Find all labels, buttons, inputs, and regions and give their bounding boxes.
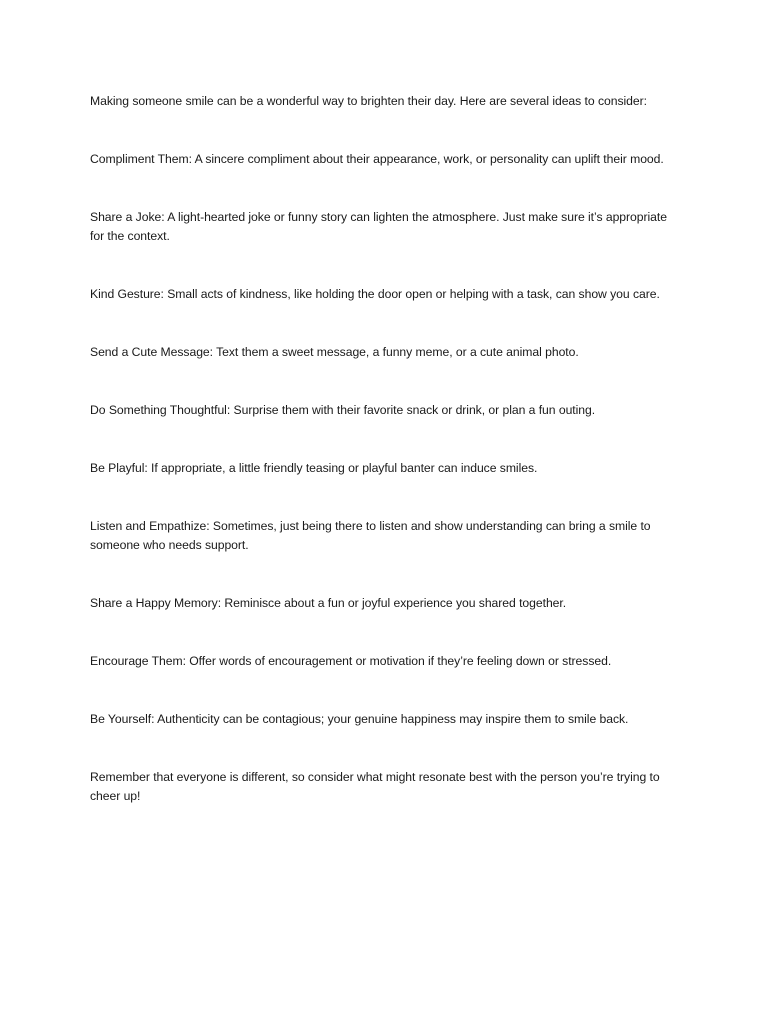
tip-kind-gesture: Kind Gesture: Small acts of kindness, like holding the door open or helping with a task, can show you care.: [90, 287, 660, 301]
intro-paragraph: Making someone smile can be a wonderful way to brighten their day. Here are several ideas to consider:: [90, 94, 647, 108]
document-body: [90, 92, 682, 806]
tip-compliment: Compliment Them: A sincere compliment about their appearance, work, or personality can uplift their mood.: [90, 152, 664, 166]
tip-encourage: Encourage Them: Offer words of encouragement or motivation if they’re feeling down or stressed.: [90, 654, 612, 668]
closing-paragraph: Remember that everyone is different, so consider what might resonate best with the person you’re trying to cheer up!: [90, 770, 660, 803]
tip-cute-message: Send a Cute Message: Text them a sweet message, a funny meme, or a cute animal photo.: [90, 345, 579, 359]
tip-be-yourself: Be Yourself: Authenticity can be contagious; your genuine happiness may inspire them to smile back.: [90, 712, 629, 726]
tip-happy-memory: Share a Happy Memory: Reminisce about a fun or joyful experience you shared together.: [90, 596, 567, 610]
tip-playful: Be Playful: If appropriate, a little friendly teasing or playful banter can induce smiles.: [90, 461, 538, 475]
tip-thoughtful: Do Something Thoughtful: Surprise them with their favorite snack or drink, or plan a fun outing.: [90, 403, 596, 417]
tip-listen: Listen and Empathize: Sometimes, just being there to listen and show understanding can bring a smile to someone who needs support.: [90, 519, 651, 552]
tip-joke: Share a Joke: A light-hearted joke or funny story can lighten the atmosphere. Just make sure it’s appropriate for the context.: [90, 210, 667, 243]
